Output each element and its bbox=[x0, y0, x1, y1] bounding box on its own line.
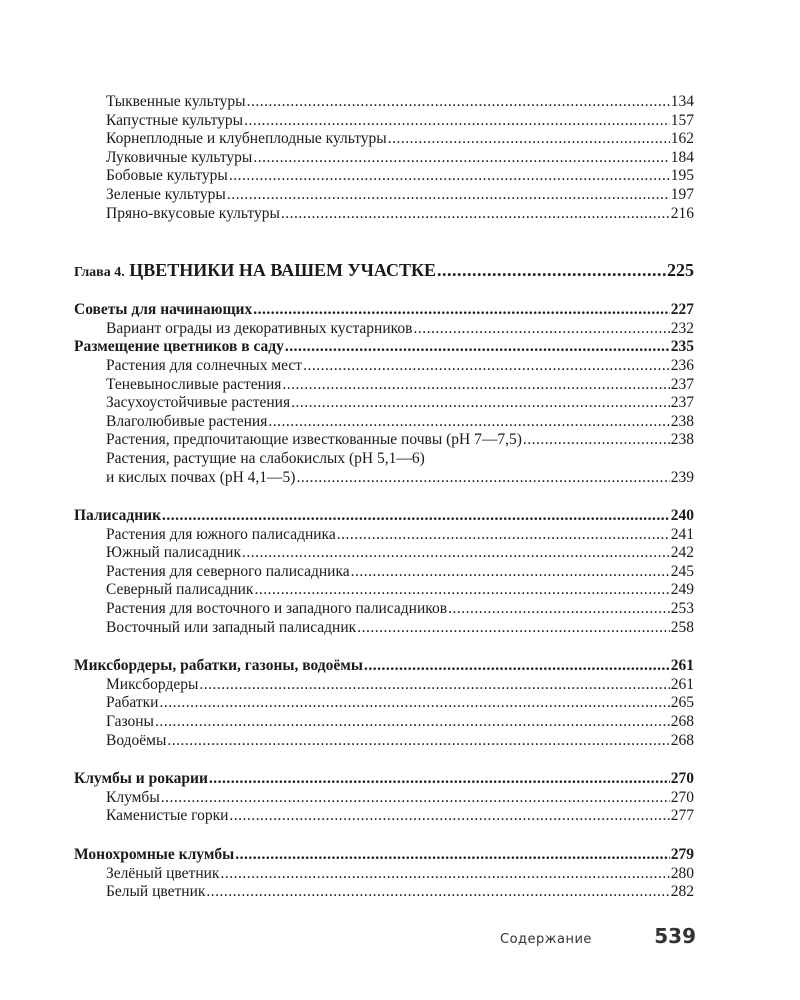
dot-leader bbox=[227, 186, 670, 205]
toc-entry-multiline-first-line[interactable]: Растения, растущие на слабокислых (рН 5,1—6) bbox=[106, 449, 425, 467]
toc-entry-page: 245 bbox=[670, 562, 694, 580]
toc-entry-title: Растения для восточного и западного палисадников bbox=[106, 600, 448, 618]
spacer bbox=[74, 637, 694, 657]
toc-entry-page: 237 bbox=[670, 394, 694, 412]
toc-entry-multiline-last-line[interactable] bbox=[74, 469, 694, 488]
section-page: 270 bbox=[670, 770, 694, 788]
section-page: 240 bbox=[670, 507, 694, 525]
toc-entry-title: Зелёный цветник bbox=[106, 864, 220, 882]
dot-leader bbox=[254, 581, 669, 600]
page-footer bbox=[500, 924, 696, 948]
toc-entry-title: Белый цветник bbox=[106, 883, 206, 901]
toc-entry-title: Южный палисадник bbox=[106, 544, 242, 562]
toc-entry-title: Засухоустойчивые растения bbox=[106, 394, 291, 412]
dot-leader bbox=[220, 865, 669, 884]
toc-entry-title: Пряно-вкусовые культуры bbox=[106, 204, 280, 222]
toc-entry[interactable] bbox=[74, 149, 694, 168]
toc-entry[interactable] bbox=[74, 865, 694, 884]
toc-entry[interactable] bbox=[74, 676, 694, 695]
toc-section-mixborders[interactable] bbox=[74, 657, 694, 676]
toc-entry-title: Клумбы bbox=[106, 788, 160, 806]
toc-entry-page: 197 bbox=[670, 185, 694, 203]
toc-entry-title: Корнеплодные и клубнеплодные культуры bbox=[106, 130, 387, 148]
toc-entry-title: Вариант ограды из декоративных кустарников bbox=[106, 319, 413, 337]
toc-entry[interactable] bbox=[74, 413, 694, 432]
dot-leader bbox=[437, 259, 666, 281]
dot-leader bbox=[268, 413, 669, 432]
toc-entry-page: 236 bbox=[670, 356, 694, 374]
dot-leader bbox=[161, 789, 670, 808]
toc-entry-page: 270 bbox=[670, 788, 694, 806]
toc-entry-title: Бобовые культуры bbox=[106, 167, 228, 185]
toc-entry-page: 237 bbox=[670, 375, 694, 393]
toc-entry-title: Водоёмы bbox=[106, 731, 167, 749]
toc-entry[interactable] bbox=[74, 186, 694, 205]
spacer bbox=[74, 223, 694, 259]
toc-entry-page: 162 bbox=[670, 130, 694, 148]
toc-entry[interactable] bbox=[74, 130, 694, 149]
dot-leader bbox=[364, 657, 670, 676]
spacer bbox=[74, 750, 694, 770]
toc-entry[interactable] bbox=[74, 205, 694, 224]
toc-entry-page: 268 bbox=[670, 731, 694, 749]
chapter-page: 225 bbox=[667, 260, 694, 281]
toc-entry[interactable] bbox=[74, 713, 694, 732]
toc-chapter-heading[interactable] bbox=[74, 259, 694, 284]
toc-entry-page: 216 bbox=[670, 204, 694, 222]
chapter-prefix: Глава 4. bbox=[74, 265, 125, 281]
toc-entry[interactable] bbox=[74, 357, 694, 376]
toc-section-placement[interactable] bbox=[74, 338, 694, 357]
dot-leader bbox=[209, 770, 670, 789]
toc-entry-page: 277 bbox=[670, 807, 694, 825]
toc-entry[interactable] bbox=[74, 526, 694, 545]
section-title: Палисадник bbox=[74, 507, 162, 525]
dot-leader bbox=[388, 130, 670, 149]
toc-entry-title: Миксбордеры bbox=[106, 675, 199, 693]
toc-section-tips[interactable] bbox=[74, 301, 694, 320]
toc-entry-page: 134 bbox=[670, 93, 694, 110]
toc-entry[interactable] bbox=[74, 581, 694, 600]
toc-entry[interactable] bbox=[74, 600, 694, 619]
toc-entry[interactable] bbox=[74, 544, 694, 563]
dot-leader bbox=[229, 167, 670, 186]
section-title: Клумбы и рокарии bbox=[74, 770, 208, 788]
running-footer-label: Содержание bbox=[500, 932, 592, 947]
toc-entry-title: Растения для северного палисадника bbox=[106, 562, 350, 580]
toc-entry-title: Растения, предпочитающие известкованные почвы (рН 7—7,5) bbox=[106, 431, 522, 449]
section-page: 227 bbox=[670, 301, 694, 319]
dot-leader bbox=[285, 338, 670, 357]
dot-leader bbox=[162, 507, 670, 526]
dot-leader bbox=[291, 394, 670, 413]
toc-entry-title: Теневыносливые растения bbox=[106, 375, 282, 393]
toc-entry-title: Каменистые горки bbox=[106, 807, 229, 825]
toc-entry-page: 249 bbox=[670, 581, 694, 599]
dot-leader bbox=[282, 376, 669, 395]
dot-leader bbox=[413, 320, 669, 339]
toc-entry[interactable] bbox=[74, 431, 694, 450]
toc-section-monochrome[interactable] bbox=[74, 846, 694, 865]
section-title: Советы для начинающих bbox=[74, 301, 253, 319]
toc-entry[interactable] bbox=[74, 807, 694, 826]
toc-entry-title: Рабатки bbox=[106, 694, 159, 712]
toc-entry-page: 253 bbox=[670, 600, 694, 618]
dot-leader bbox=[242, 544, 670, 563]
dot-leader bbox=[167, 732, 669, 751]
dot-leader bbox=[337, 526, 670, 545]
toc-entry[interactable] bbox=[74, 883, 694, 902]
toc-section-garden[interactable] bbox=[74, 507, 694, 526]
toc-entry-title: Северный палисадник bbox=[106, 581, 254, 599]
dot-leader bbox=[523, 431, 670, 450]
toc-entry-page: 238 bbox=[670, 431, 694, 449]
toc-entry-page: 232 bbox=[670, 319, 694, 337]
toc-entry[interactable] bbox=[74, 112, 694, 131]
dot-leader bbox=[159, 694, 669, 713]
toc-entry-title: Капустные культуры bbox=[106, 111, 244, 129]
dot-leader bbox=[253, 301, 670, 320]
toc-entry-page: 239 bbox=[670, 468, 694, 486]
toc-entry-title: Тыквенные культуры bbox=[106, 93, 246, 110]
dot-leader bbox=[357, 619, 670, 638]
dot-leader bbox=[244, 112, 670, 131]
dot-leader bbox=[448, 600, 670, 619]
dot-leader bbox=[303, 357, 670, 376]
toc-entry[interactable] bbox=[74, 320, 694, 339]
toc-entry-page: 282 bbox=[670, 883, 694, 901]
section-title: Миксбордеры, рабатки, газоны, водоёмы bbox=[74, 657, 363, 675]
toc-entry-page: 184 bbox=[670, 148, 694, 166]
toc-entry-page: 261 bbox=[670, 675, 694, 693]
toc-entry[interactable] bbox=[74, 732, 694, 751]
toc-entry-title: и кислых почвах (рН 4,1—5) bbox=[106, 468, 296, 486]
toc-entry-page: 280 bbox=[670, 864, 694, 882]
toc-entry[interactable] bbox=[74, 93, 694, 112]
toc-entry-page: 268 bbox=[670, 713, 694, 731]
dot-leader bbox=[229, 807, 669, 826]
toc-entry-page: 241 bbox=[670, 525, 694, 543]
toc-entry-title: Восточный или западный палисадник bbox=[106, 618, 357, 636]
toc-entry-page: 157 bbox=[670, 111, 694, 129]
page-number: 539 bbox=[654, 924, 696, 948]
chapter-title bbox=[74, 259, 436, 284]
dot-leader bbox=[253, 149, 669, 168]
toc-entry[interactable] bbox=[74, 376, 694, 395]
spacer bbox=[74, 487, 694, 507]
toc-entry-title: Растения для солнечных мест bbox=[106, 356, 303, 374]
toc-entry-page: 265 bbox=[670, 694, 694, 712]
spacer bbox=[74, 284, 694, 301]
toc-entry[interactable] bbox=[74, 394, 694, 413]
toc-entry-title: Луковичные культуры bbox=[106, 148, 253, 166]
toc-section-flowerbeds[interactable] bbox=[74, 770, 694, 789]
toc-entry-page: 238 bbox=[670, 412, 694, 430]
toc-entry-page: 242 bbox=[670, 544, 694, 562]
dot-leader bbox=[199, 676, 669, 695]
section-title: Размещение цветников в саду bbox=[74, 338, 284, 356]
toc-entry-title: Газоны bbox=[106, 713, 154, 731]
dot-leader bbox=[247, 93, 670, 112]
toc-entry[interactable] bbox=[74, 789, 694, 808]
spacer bbox=[74, 826, 694, 846]
toc-entry[interactable] bbox=[74, 694, 694, 713]
chapter-name: ЦВЕТНИКИ НА ВАШЕМ УЧАСТКЕ bbox=[129, 260, 437, 281]
table-of-contents bbox=[74, 93, 694, 902]
section-title: Монохромные клумбы bbox=[74, 846, 235, 863]
dot-leader bbox=[206, 883, 669, 902]
dot-leader bbox=[281, 205, 670, 224]
section-page: 235 bbox=[670, 338, 694, 356]
dot-leader bbox=[235, 846, 670, 865]
toc-entry[interactable] bbox=[74, 619, 694, 638]
toc-entry[interactable] bbox=[74, 167, 694, 186]
toc-entry-title: Влаголюбивые растения bbox=[106, 412, 268, 430]
toc-entry-page: 258 bbox=[670, 618, 694, 636]
section-page: 279 bbox=[670, 846, 694, 863]
dot-leader bbox=[296, 469, 669, 488]
toc-entry[interactable] bbox=[74, 563, 694, 582]
dot-leader bbox=[351, 563, 670, 582]
toc-group-vegetables bbox=[74, 93, 694, 223]
toc-entry-page: 195 bbox=[670, 167, 694, 185]
dot-leader bbox=[155, 713, 670, 732]
toc-entry-title: Зеленые культуры bbox=[106, 185, 226, 203]
toc-entry-title: Растения для южного палисадника bbox=[106, 525, 336, 543]
section-page: 261 bbox=[670, 657, 694, 675]
